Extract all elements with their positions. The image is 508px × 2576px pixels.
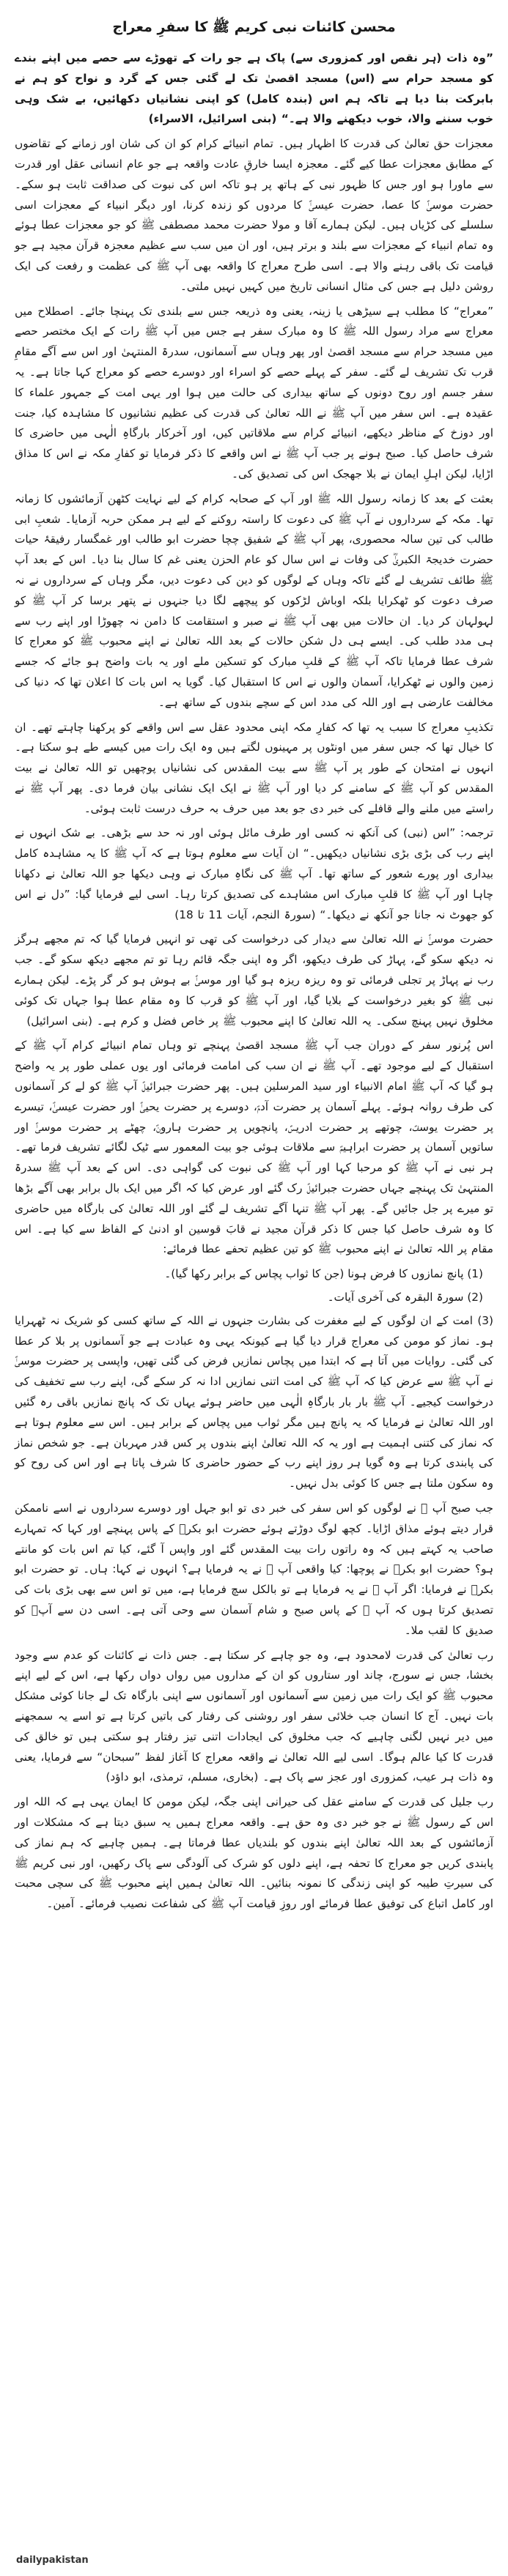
- list-item: (2) سورۃ البقرہ کی آخری آیات۔: [327, 1291, 483, 1304]
- article-body: [15, 48, 493, 1915]
- body-paragraph: اس پُرنور سفر کے دوران جب آپ ﷺ مسجد اقصیٰ پہنچے تو وہاں تمام انبیائے کرام آپ ﷺ کے استقبال کے لیے موجود تھے۔ آپ ﷺ نے ان سب کی امامت فرمائی اور یوں عملی طور پر یہ واضح ہو گیا کہ آپ ﷺ امام الانبیاء اور سید المرسلین ہیں۔ پھر حضرت جبرائیلؑ آپ ﷺ کو لے کر آسمانوں کی طرف روانہ ہوئے۔ پہلے آسمان پر حضرت آدمؑ، دوسرے پر حضرت یحییٰؑ اور حضرت عیسیٰؑ، تیسرے پر حضرت یوسفؑ، چوتھے پر حضرت ادریسؑ، پانچویں پر حضرت ہارونؑ، چھٹے پر حضرت موسیٰؑ اور ساتویں آسمان پر حضرت ابراہیمؑ سے ملاقات ہوئی جو بیت المعمور سے ٹیک لگائے تشریف فرما تھے۔ ہر نبی نے آپ ﷺ کو مرحبا کہا اور آپ ﷺ کی نبوت کی گواہی دی۔ اس کے بعد آپ ﷺ سدرۃ المنتہیٰ تک پہنچے جہاں حضرت جبرائیلؑ رک گئے اور عرض کیا کہ اگر میں ایک بال برابر بھی آگے بڑھا تو میرے پر جل جائیں گے۔ پھر آپ ﷺ تنہا آگے تشریف لے گئے اور اللہ تعالیٰ کی بارگاہ میں حاضری کا وہ شرف حاصل کیا جس کا ذکر قرآن مجید نے قابَ قوسین او ادنیٰ کے الفاظ سے کیا ہے۔ اس مقام پر اللہ تعالیٰ نے اپنے محبوب ﷺ کو تین عظیم تحفے عطا فرمائے:: [15, 1039, 493, 1256]
- body-paragraph: معجزات حق تعالیٰ کی قدرت کا اظہار ہیں۔ تمام انبیائے کرام کو ان کی شان اور زمانے کے تقاضوں کے مطابق معجزات عطا کیے گئے۔ معجزہ ایسا خارقِ عادت واقعہ ہے جو عام انسانی عقل اور قدرت سے ماورا ہو اور جس کا ظہور نبی کے ہاتھ پر ہو تاکہ اس کی نبوت کی صداقت ثابت ہو سکے۔ حضرت موسیٰؑ کا عصا، حضرت عیسیٰؑ کا مردوں کو زندہ کرنا، اور دیگر انبیاء کے معجزات اسی سلسلے کی کڑیاں ہیں۔ لیکن ہمارے آقا و مولا حضرت محمد مصطفی ﷺ کو جو معجزات عطا ہوئے وہ تمام انبیاء کے معجزات سے بلند و برتر ہیں، اور ان میں سب سے عظیم معجزہ قرآن مجید ہے جو قیامت تک باقی رہنے والا ہے۔ اسی طرح معراج کا واقعہ بھی آپ ﷺ کی عظمت و رفعت کی ایک روشن دلیل ہے جس کی مثال انسانی تاریخ میں کہیں نہیں ملتی۔: [15, 137, 493, 293]
- body-paragraph: حضرت موسیٰؑ نے اللہ تعالیٰ سے دیدار کی درخواست کی تھی تو انہیں فرمایا گیا کہ تم مجھے ہرگز نہ دیکھ سکو گے، پہاڑ کی طرف دیکھو، اگر وہ اپنی جگہ قائم رہا تو تم مجھے دیکھ سکو گے۔ جب رب نے پہاڑ پر تجلی فرمائی تو وہ ریزہ ریزہ ہو گیا اور موسیٰؑ بے ہوش ہو کر گر پڑے۔ لیکن ہمارے نبی ﷺ کو بغیر درخواست کے بلایا گیا، اور آپ ﷺ کو قرب کا وہ مقام عطا ہوا جہاں تک کوئی مخلوق نہیں پہنچ سکی۔ یہ اللہ تعالیٰ کا اپنے محبوب ﷺ پر خاص فضل و کرم ہے۔ (بنی اسرائیل): [15, 932, 493, 1028]
- source-watermark: dailypakistan: [16, 2555, 89, 2566]
- list-item: (1) پانچ نمازوں کا فرض ہونا (جن کا ثواب پچاس کے برابر رکھا گیا)۔: [164, 1267, 483, 1281]
- body-paragraph: بعثت کے بعد کا زمانہ رسول اللہ ﷺ اور آپ کے صحابہ کرام کے لیے نہایت کٹھن آزمائشوں کا زمانہ تھا۔ مکہ کے سرداروں نے آپ ﷺ کی دعوت کا راستہ روکنے کے لیے ہر ممکن حربہ آزمایا۔ شعبِ ابی طالب کی تین سالہ محصوری، پھر آپ ﷺ کے شفیق چچا حضرت ابو طالب اور غمگسار رفیقۂ حیات حضرت خدیجۃ الکبریٰؓ کی وفات نے اس سال کو عام الحزن یعنی غم کا سال بنا دیا۔ اس کے بعد آپ ﷺ طائف تشریف لے گئے تاکہ وہاں کے لوگوں کو دین کی دعوت دیں، مگر وہاں کے سرداروں نے نہ صرف دعوت کو ٹھکرایا بلکہ اوباش لڑکوں کو پیچھے لگا دیا جنہوں نے پتھر برسا کر آپ ﷺ کو لہولہان کر دیا۔ ان حالات میں بھی آپ ﷺ نے صبر و استقامت کا دامن نہ چھوڑا اور اپنے رب سے ہی مدد طلب کی۔ ایسے ہی دل شکن حالات کے بعد اللہ تعالیٰ نے اپنے محبوب ﷺ کو معراج کا شرف عطا فرمایا تاکہ آپ ﷺ کے قلبِ مبارک کو تسکین ملے اور یہ بات واضح ہو جائے کہ جسے زمین والوں نے ٹھکرایا، آسمان والوں نے اس کا استقبال کیا۔ گویا یہ اس بات کا اعلان تھا کہ دنیا کی مخالفت عارضی ہے اور اللہ کی مدد اس کے سچے بندوں کے ساتھ ہے۔: [15, 491, 493, 709]
- body-paragraph: ”معراج“ کا مطلب ہے سیڑھی یا زینہ، یعنی وہ ذریعہ جس سے بلندی تک پہنچا جائے۔ اصطلاح میں معراج سے مراد رسول اللہ ﷺ کا وہ مبارک سفر ہے جس میں آپ ﷺ رات کے ایک مختصر حصے میں مسجد حرام سے مسجد اقصیٰ اور پھر وہاں سے آسمانوں، سدرۃ المنتہیٰ اور اس سے آگے مقامِ قرب تک تشریف لے گئے۔ سفر کے پہلے حصے کو اسراء اور دوسرے حصے کو معراج کہا جاتا ہے۔ یہ سفر جسم اور روح دونوں کے ساتھ بیداری کی حالت میں ہوا اور یہی امت کے جمہور علماء کا عقیدہ ہے۔ اس سفر میں آپ ﷺ نے اللہ تعالیٰ کی قدرت کی عظیم نشانیوں کا مشاہدہ کیا، جنت اور دوزخ کے مناظر دیکھے، انبیائے کرام سے ملاقاتیں کیں، اور آخرکار بارگاہِ الٰہی میں حاضری کا شرف حاصل کیا۔ صبح ہونے پر جب آپ ﷺ نے اس واقعے کا ذکر فرمایا تو کفارِ مکہ نے اس کا مذاق اڑایا، لیکن اہلِ ایمان نے بلا جھجک اس کی تصدیق کی۔: [15, 304, 493, 480]
- quranic-verse-paragraph: ”وہ ذات (ہر نقص اور کمزوری سے) پاک ہے جو رات کے تھوڑے سے حصے میں اپنے بندے کو مسجد حرام سے (اس) مسجد اقصیٰ تک لے گئی جس کے گرد و نواح کو ہم نے بابرکت بنا دیا ہے تاکہ ہم اس (بندہ کامل) کو اپنی نشانیاں دکھائیں، بے شک وہی خوب سننے والا، خوب دیکھنے والا ہے۔“ (بنی اسرائیل، الاسراء): [15, 51, 493, 126]
- body-paragraph: جب صبح آپ ﷺ نے لوگوں کو اس سفر کی خبر دی تو ابو جہل اور دوسرے سرداروں نے اسے ناممکن قرار دیتے ہوئے مذاق اڑایا۔ کچھ لوگ دوڑتے ہوئے حضرت ابو بکرؓ کے پاس پہنچے اور کہا کہ تمہارے صاحب یہ کہتے ہیں کہ وہ راتوں رات بیت المقدس گئے اور واپس آ گئے، کیا تم اس بات کو مانتے ہو؟ حضرت ابو بکرؓ نے پوچھا: کیا واقعی آپ ﷺ نے یہ فرمایا ہے؟ انہوں نے کہا: ہاں۔ تو حضرت ابو بکرؓ نے فرمایا: اگر آپ ﷺ نے یہ فرمایا ہے تو بالکل سچ فرمایا ہے، میں تو اس سے بھی بڑی بات کی تصدیق کرتا ہوں کہ آپ ﷺ کے پاس صبح و شام آسمان سے وحی آتی ہے۔ اسی دن سے آپؓ کو صدیق کا لقب ملا۔: [15, 1501, 493, 1637]
- body-paragraph: رب جلیل کی قدرت کے سامنے عقل کی حیرانی اپنی جگہ، لیکن مومن کا ایمان یہی ہے کہ اللہ اور اس کے رسول ﷺ نے جو خبر دی وہ حق ہے۔ واقعہ معراج ہمیں یہ سبق دیتا ہے کہ مشکلات اور آزمائشوں کے بعد اللہ تعالیٰ اپنے بندوں کو بلندیاں عطا فرماتا ہے۔ ہمیں چاہیے کہ ہم نماز کی پابندی کریں جو معراج کا تحفہ ہے، اپنے دلوں کو شرک کی آلودگی سے پاک رکھیں، اور نبی کریم ﷺ کی سیرتِ طیبہ کو اپنی زندگی کا نمونہ بنائیں۔ اللہ تعالیٰ ہمیں اپنے محبوب ﷺ کی سچی محبت اور کامل اتباع کی توفیق عطا فرمائے اور روزِ قیامت آپ ﷺ کی شفاعت نصیب فرمائے۔ آمین۔: [15, 1795, 493, 1911]
- body-paragraph: تکذیبِ معراج کا سبب یہ تھا کہ کفارِ مکہ اپنی محدود عقل سے اس واقعے کو پرکھنا چاہتے تھے۔ ان کا خیال تھا کہ جس سفر میں اونٹوں پر مہینوں لگتے ہیں وہ ایک رات میں کیسے طے ہو سکتا ہے۔ انہوں نے امتحان کے طور پر آپ ﷺ سے بیت المقدس کی نشانیاں پوچھیں تو اللہ تعالیٰ نے بیت المقدس کو آپ ﷺ کے سامنے کر دیا اور آپ ﷺ نے ایک ایک نشانی بیان فرما دی۔ پھر آپ ﷺ نے راستے میں ملنے والے قافلے کی خبر دی جو بعد میں حرف بہ حرف درست ثابت ہوئی۔: [15, 720, 493, 815]
- body-paragraph: ترجمہ: ”اس (نبی) کی آنکھ نہ کسی اور طرف مائل ہوئی اور نہ حد سے بڑھی۔ بے شک انہوں نے اپنے رب کی بڑی بڑی نشانیاں دیکھیں۔“ ان آیات سے معلوم ہوتا ہے کہ آپ ﷺ کا یہ مشاہدہ کامل بیداری اور پورے شعور کے ساتھ تھا۔ آپ ﷺ کی نگاہِ مبارک نے وہی دیکھا جو اللہ تعالیٰ نے دکھانا چاہا اور آپ ﷺ کا قلبِ مبارک اس مشاہدے کی تصدیق کرتا رہا۔ اسی لیے فرمایا گیا: ”دل نے اس کو جھوٹ نہ جانا جو آنکھ نے دیکھا۔“ (سورۃ النجم، آیات 11 تا 18): [15, 826, 493, 921]
- body-paragraph: رب تعالیٰ کی قدرت لامحدود ہے، وہ جو چاہے کر سکتا ہے۔ جس ذات نے کائنات کو عدم سے وجود بخشا، جس نے سورج، چاند اور ستاروں کو ان کے مداروں میں رواں دواں رکھا ہے، اس کے لیے اپنے محبوب ﷺ کو ایک رات میں زمین سے آسمانوں اور آسمانوں سے اپنی بارگاہ تک لے جانا کوئی مشکل بات نہیں۔ آج کا انسان جب خلائی سفر اور روشنی کی رفتار کی باتیں کرتا ہے تو اسے یہ سمجھنے میں دیر نہیں لگنی چاہیے کہ جب مخلوق کی ایجادات اتنی تیز رفتار ہو سکتی ہیں تو خالق کی قدرت کا کیا عالم ہوگا۔ اسی لیے اللہ تعالیٰ نے واقعہ معراج کا آغاز لفظ ”سبحان“ سے فرمایا، یعنی وہ ذات ہر عیب، کمزوری اور عجز سے پاک ہے۔ (بخاری، مسلم، ترمذی، ابو داؤد): [15, 1648, 493, 1784]
- gifts-list: [15, 1264, 493, 1308]
- article-title: محسن کائنات نبی کریم ﷺ کا سفرِ معراج: [112, 19, 396, 35]
- body-paragraph: (3) امت کے ان لوگوں کے لیے مغفرت کی بشارت جنہوں نے اللہ کے ساتھ کسی کو شریک نہ ٹھہرایا ہو۔ نماز کو مومن کی معراج قرار دیا گیا ہے کیونکہ یہی وہ عبادت ہے جو آسمانوں پر بلا کر عطا کی گئی۔ روایات میں آتا ہے کہ ابتدا میں پچاس نمازیں فرض کی گئی تھیں، واپسی پر حضرت موسیٰؑ نے آپ ﷺ سے عرض کیا کہ آپ ﷺ کی امت اتنی نمازیں ادا نہ کر سکے گی، اپنے رب سے تخفیف کی درخواست کیجیے۔ آپ ﷺ بار بار بارگاہِ الٰہی میں حاضر ہوئے یہاں تک کہ پانچ نمازیں باقی رہ گئیں اور اللہ تعالیٰ نے فرمایا کہ یہ پانچ ہیں مگر ثواب میں پچاس کے برابر ہیں۔ اس سے معلوم ہوتا ہے کہ نماز کی کتنی اہمیت ہے اور یہ کہ اللہ تعالیٰ اپنے بندوں پر کس قدر مہربان ہے۔ جو شخص نماز کی پابندی کرتا ہے وہ گویا ہر روز اپنے رب کے حضور حاضری کا شرف پاتا ہے اور اس کی روح کو وہ سکون ملتا ہے جس کا کوئی بدل نہیں۔: [15, 1313, 493, 1491]
